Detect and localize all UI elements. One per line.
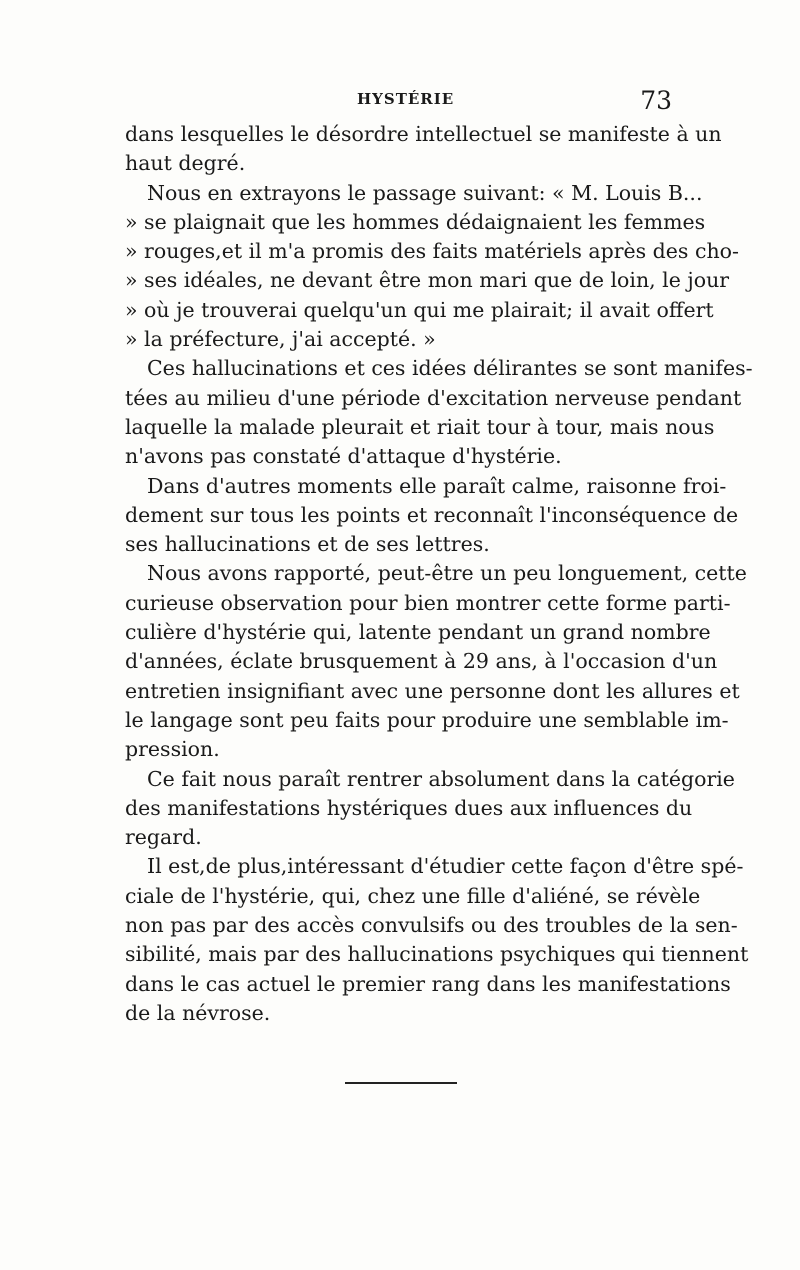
text-line: dans le cas actuel le premier rang dans les manifestations	[125, 971, 731, 996]
text-line: » ses idéales, ne devant être mon mari que de loin, le jour	[125, 268, 730, 293]
text-line: laquelle la malade pleurait et riait tour à tour, mais nous	[125, 414, 715, 439]
text-line: » rouges,et il m'a promis des faits matériels après des cho-	[125, 239, 739, 264]
text-line: regard.	[125, 825, 202, 850]
text-line: non pas par des accès convulsifs ou des troubles de la sen-	[125, 913, 738, 938]
text-line: dement sur tous les points et reconnaît l'inconséquence de	[125, 502, 739, 527]
text-line: entretien insignifiant avec une personne dont les allures et	[125, 678, 740, 703]
body-text	[125, 120, 753, 1028]
text-line: sibilité, mais par des hallucinations psychiques qui tiennent	[125, 942, 749, 967]
text-line: d'années, éclate brusquement à 29 ans, à l'occasion d'un	[125, 649, 718, 674]
text-line: Ces hallucinations et ces idées délirantes se sont manifes-	[147, 356, 753, 381]
text-line: » où je trouverai quelqu'un qui me plairait; il avait offert	[125, 297, 714, 322]
running-title: HYSTÉRIE	[357, 90, 455, 108]
text-line: de la névrose.	[125, 1000, 271, 1025]
text-line: des manifestations hystériques dues aux influences du	[125, 795, 693, 820]
text-line: ses hallucinations et de ses lettres.	[125, 532, 490, 557]
text-line: ciale de l'hystérie, qui, chez une fille d'aliéné, se révèle	[125, 883, 701, 908]
text-line: tées au milieu d'une période d'excitation nerveuse pendant	[125, 385, 742, 410]
running-header	[127, 86, 672, 116]
text-line: Ce fait nous paraît rentrer absolument dans la catégorie	[147, 766, 735, 791]
text-line: Dans d'autres moments elle paraît calme, raisonne froi-	[147, 473, 727, 498]
text-line: dans lesquelles le désordre intellectuel se manifeste à un	[125, 122, 722, 146]
text-line: » la préfecture, j'ai accepté. »	[125, 327, 436, 352]
text-line: pression.	[125, 737, 220, 762]
text-line: Il est,de plus,intéressant d'étudier cette façon d'être spé-	[147, 854, 744, 879]
text-line: Nous en extrayons le passage suivant: « M. Louis B...	[147, 180, 703, 205]
text-line: curieuse observation pour bien montrer cette forme parti-	[125, 590, 731, 615]
page-number: 73	[640, 86, 672, 115]
text-line: haut degré.	[125, 151, 246, 176]
section-divider-rule	[345, 1082, 457, 1084]
text-line: culière d'hystérie qui, latente pendant un grand nombre	[125, 620, 711, 645]
text-line: n'avons pas constaté d'attaque d'hystérie.	[125, 444, 562, 469]
text-line: » se plaignait que les hommes dédaignaient les femmes	[125, 209, 706, 234]
text-line: Nous avons rapporté, peut-être un peu longuement, cette	[147, 561, 747, 586]
text-line: le langage sont peu faits pour produire une semblable im-	[125, 707, 729, 732]
